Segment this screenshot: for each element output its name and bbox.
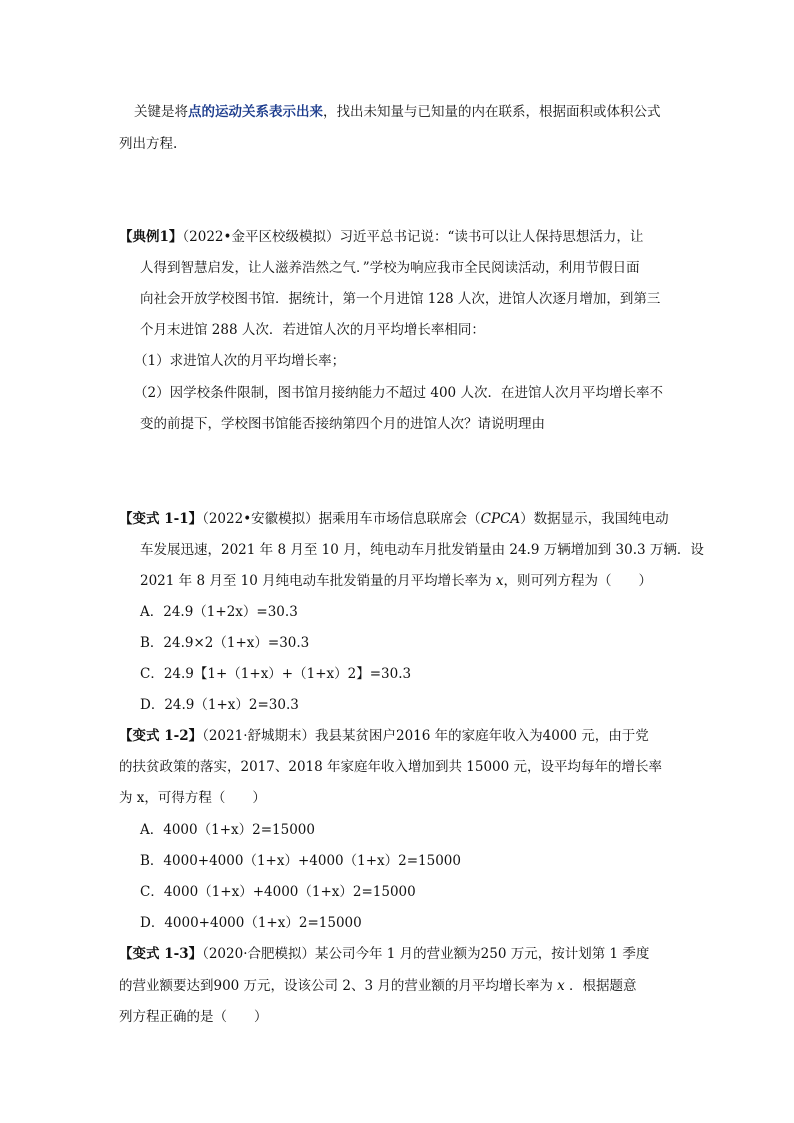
- variant1-2-option-b: B．4000+4000（1+x）+4000（1+x）2=15000: [140, 853, 461, 869]
- variant1-2-option-a: A．4000（1+x）2=15000: [140, 822, 315, 838]
- variant1-1-line-2: 车发展迅速，2021 年 8 月至 10 月，纯电动车月批发销量由 24.9 万辆增加到 30.3 万辆．设: [140, 542, 704, 558]
- variant1-3-tag: 【变式 1-3】: [119, 946, 203, 962]
- variant1-1-line-3: [140, 571, 652, 591]
- variant1-3-line-2: [119, 976, 637, 996]
- variant1-1-option-a: A．24.9（1+2x）=30.3: [140, 604, 298, 620]
- variant1-1-text-3b: ，则可列方程为（ ）: [503, 573, 652, 589]
- variant1-3-text-1: （2020·合肥模拟）某公司今年 1 月的营业额为250 万元，按计划第 1 季度: [202, 946, 650, 962]
- variant1-2-tag: 【变式 1-2】: [119, 728, 203, 744]
- example1-question-1: （1）求进馆人次的月平均增长率；: [134, 353, 346, 369]
- variant1-2-line-1: [119, 726, 649, 746]
- variant1-1-var-x: x: [495, 573, 504, 589]
- variant1-3-text-2a: 的营业额要达到900 万元，设该公司 2、3 月的营业额的月平均增长率为: [119, 978, 558, 994]
- variant1-2-text-1: （2021·舒城期末）我县某贫困户2016 年的家庭年收入为4000 元，由于党: [202, 728, 649, 744]
- variant1-1-text-1b: ）数据显示，我国纯电动: [520, 511, 669, 527]
- variant1-3-line-1: [119, 944, 649, 964]
- example1-line-1: [119, 227, 643, 247]
- variant1-1-text-1a: （2022•安徽模拟）据乘用车市场信息联席会（: [202, 511, 481, 527]
- example1-question-2-line-1: （2）因学校条件限制，图书馆月接纳能力不超过 400 人次．在进馆人次月平均增长率不: [134, 385, 663, 401]
- variant1-1-line-1: [119, 509, 669, 529]
- example1-line-2: 人得到智慧启发，让人滋养浩然之气．”学校为响应我市全民阅读活动，利用节假日面: [140, 260, 640, 276]
- variant1-2-line-3: 为 x，可得方程（ ）: [119, 790, 266, 806]
- example1-line-3: 向社会开放学校图书馆．据统计，第一个月进馆 128 人次，进馆人次逐月增加，到第三: [140, 291, 661, 307]
- example1-tag: 【典例1】: [119, 229, 183, 245]
- variant1-3-var-x: x: [557, 978, 565, 994]
- variant1-1-option-b: B．24.9×2（1+x）=30.3: [140, 635, 310, 651]
- variant1-1-option-c: C．24.9【1+（1+x）+（1+x）2】=30.3: [140, 666, 412, 682]
- intro-pre: 关键是将: [134, 104, 188, 120]
- variant1-1-tag: 【变式 1-1】: [119, 511, 203, 527]
- variant1-1-cpca: CPCA: [480, 511, 521, 527]
- example1-text-1: （2022•金平区校级模拟）习近平总书记说：“读书可以让人保持思想活力，让: [182, 229, 644, 245]
- intro-line-2: 列出方程.: [119, 136, 178, 152]
- variant1-1-option-d: D．24.9（1+x）2=30.3: [140, 697, 299, 713]
- example1-line-4: 个月末进馆 288 人次．若进馆人次的月平均增长率相同：: [140, 322, 485, 338]
- variant1-3-text-2b: ．根据题意: [564, 978, 637, 994]
- intro-line-1: [134, 102, 661, 122]
- variant1-3-line-3: 列方程正确的是（ ）: [119, 1009, 268, 1025]
- variant1-2-line-2: 的扶贫政策的落实，2017、2018 年家庭年收入增加到共 15000 元，设平均每年的增长率: [119, 759, 663, 775]
- variant1-2-option-d: D．4000+4000（1+x）2=15000: [140, 915, 362, 931]
- intro-post: ，找出未知量与已知量的内在联系，根据面积或体积公式: [323, 104, 661, 120]
- example1-question-2-line-2: 变的前提下，学校图书馆能否接纳第四个月的进馆人次？请说明理由: [140, 416, 545, 432]
- variant1-2-option-c: C．4000（1+x）+4000（1+x）2=15000: [140, 884, 416, 900]
- intro-highlight: 点的运动关系表示出来: [188, 104, 323, 120]
- variant1-1-text-3a: 2021 年 8 月至 10 月纯电动车批发销量的月平均增长率为: [140, 573, 496, 589]
